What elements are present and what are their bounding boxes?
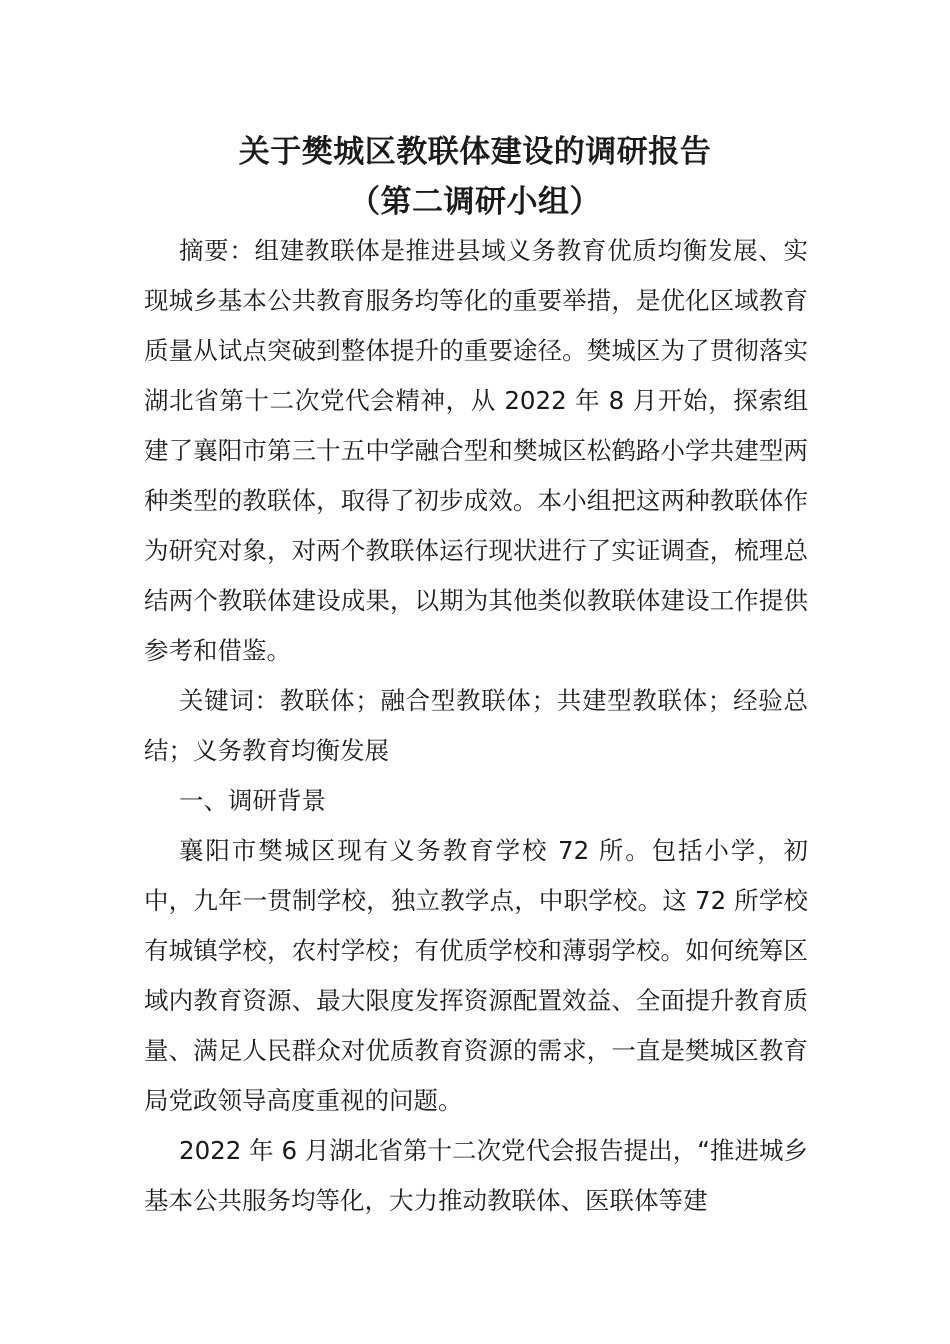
congress-paragraph: 2022 年 6 月湖北省第十二次党代会报告提出，“推进城乡基本公共服务均等化，大力推动教联体、医联体等建 — [144, 1136, 808, 1215]
document-body — [144, 226, 808, 1226]
keywords-paragraph: 关键词：教联体；融合型教联体；共建型教联体；经验总结；义务教育均衡发展 — [144, 686, 808, 765]
abstract-paragraph: 摘要：组建教联体是推进县域义务教育优质均衡发展、实现城乡基本公共教育服务均等化的重要举措，是优化区域教育质量从试点突破到整体提升的重要途径。樊城区为了贯彻落实湖北省第十二次党代会精神，从 2022 年 8 月开始，探索组建了襄阳市第三十五中学融合型和樊城区松鹤路小学共建型两种类型的教联体，取得了初步成效。本小组把这两种教联体作为研究对象，对两个教联体运行现状进行了实证调查，梳理总结两个教联体建设成果，以期为其他类似教联体建设工作提供参考和借鉴。 — [144, 236, 808, 665]
background-paragraph: 襄阳市樊城区现有义务教育学校 72 所。包括小学，初中，九年一贯制学校，独立教学点，中职学校。这 72 所学校有城镇学校，农村学校；有优质学校和薄弱学校。如何统筹区域内教育资源、最大限度发挥资源配置效益、全面提升教育质量、满足人民群众对优质教育资源的需求，一直是樊城区教育局党政领导高度重视的问题。 — [144, 836, 808, 1115]
section-heading-background: 一、调研背景 — [179, 786, 326, 815]
document-title: 关于樊城区教联体建设的调研报告 — [238, 134, 712, 170]
document-subtitle: （第二调研小组） — [349, 184, 601, 220]
